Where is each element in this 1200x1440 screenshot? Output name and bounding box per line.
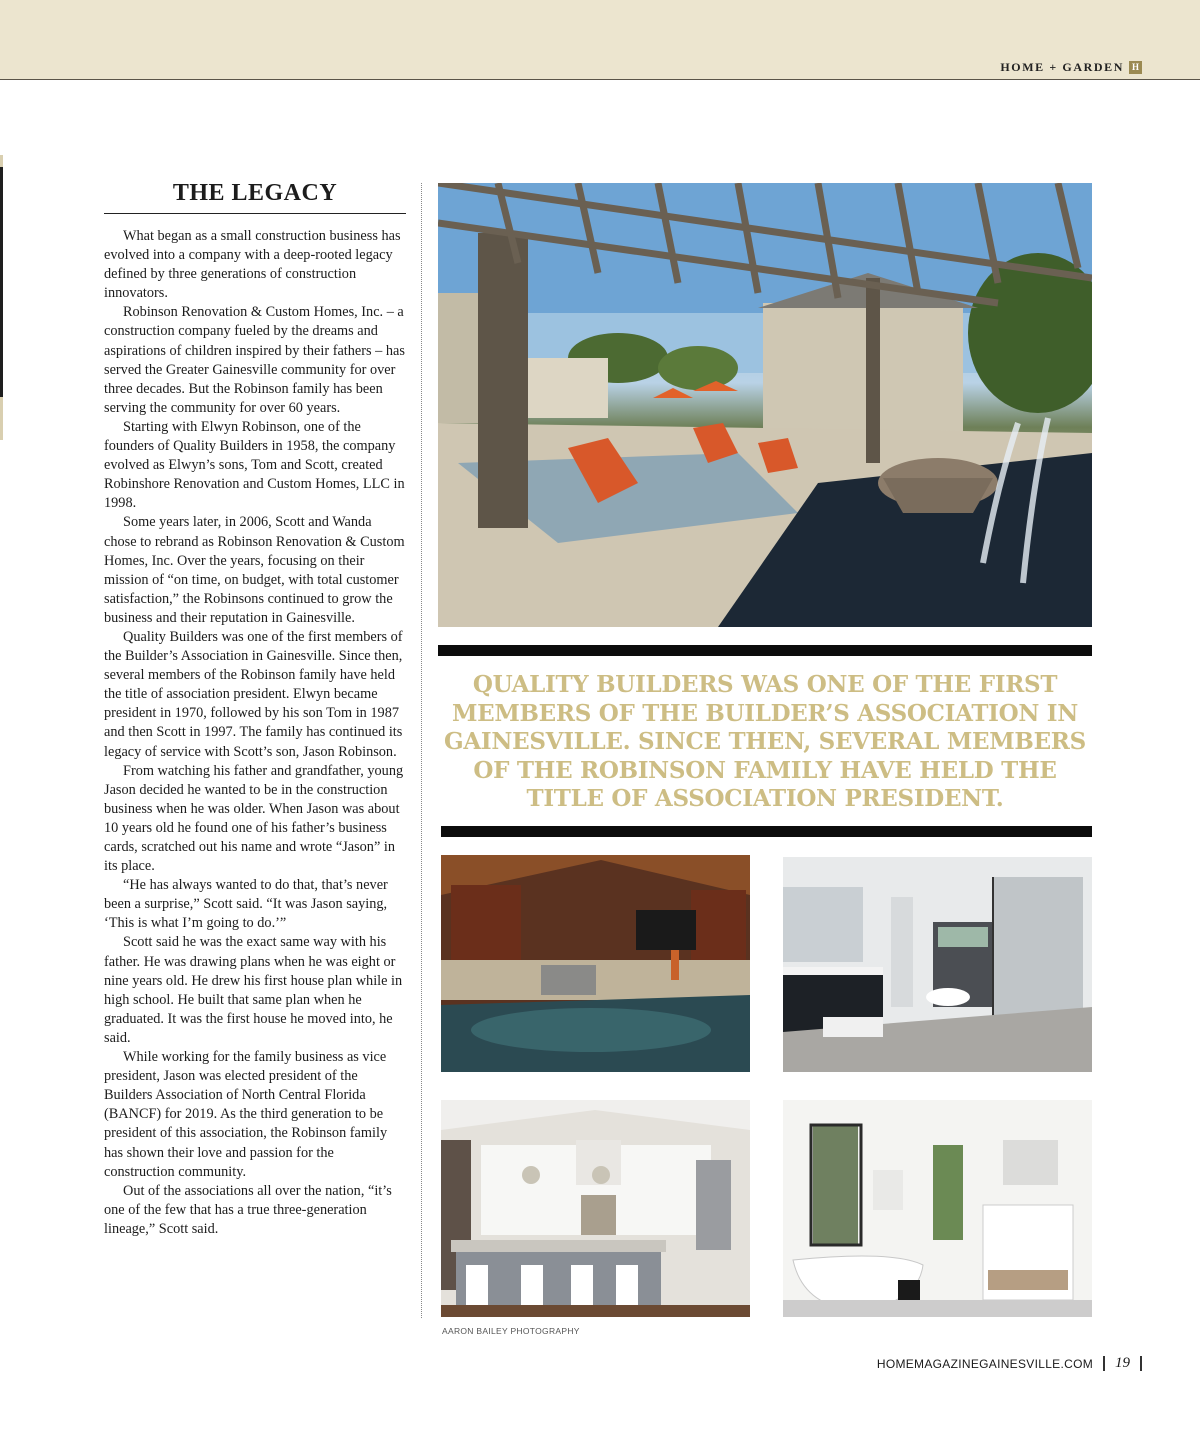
outdoor-kitchen-photo (441, 855, 750, 1072)
article-title: THE LEGACY (104, 180, 406, 214)
page-footer (877, 1355, 1142, 1372)
article-paragraph: What began as a small construction business has evolved into a company with a deep-rooted legacy defined by three generations of construction innovators. (104, 228, 401, 302)
article-paragraph: Robinson Renovation & Custom Homes, Inc. – a construction company fueled by the dreams and aspirations of children inspired by their fathers – has served the Greater Gainesville community for over three decades. But the Robinson family has been serving the community for over 60 years. (104, 304, 405, 416)
footer-separator (1103, 1356, 1105, 1371)
section-label (1000, 60, 1142, 75)
website-link[interactable]: HOMEMAGAZINEGAINESVILLE.COM (876, 1356, 1093, 1371)
section-name: HOME + GARDEN (1000, 60, 1124, 74)
article-paragraph: From watching his father and grandfather, young Jason decided he wanted to be in the construction business when he was older. When Jason was about 10 years old he found one of his father’s business cards, scratched out his name and wrote “Jason” in its place. (104, 762, 404, 875)
column-divider (421, 183, 422, 1318)
article-paragraph: Some years later, in 2006, Scott and Wanda chose to rebrand as Robinson Renovation & Custom Homes, Inc. Over the years, focusing on their mission of “on time, on budget, with total customer satisfaction,” the Robinsons continued to grow the business and their reputation in Gainesville. (104, 514, 405, 626)
article-paragraph: Scott said he was the exact same way with his father. He was drawing plans when he was eight or nine years old. He drew his first house plan while in high school. He built that same plan when he graduated. It was the first house he moved into, he said. (104, 934, 403, 1046)
article-paragraph: Quality Builders was one of the first members of the Builder’s Association in Gainesville. Since then, several members of the Robinson family have held the title of association president. Elwyn became president in 1970, followed by his son Tom in 1987 and then Scott in 1997. The family has continued its legacy of service with Scott’s son, Jason Robinson. (104, 628, 403, 760)
pull-quote: QUALITY BUILDERS WAS ONE OF THE FIRST MEMBERS OF THE BUILDER’S ASSOCIATION IN GAINESVILLE. SINCE THEN, SEVERAL MEMBERS OF THE ROBINSON FAMILY HAVE HELD THE TITLE OF ASSOCIATION PRESIDENT. (444, 671, 1086, 812)
page-number: 19 (1115, 1355, 1130, 1371)
quote-top-rule (438, 645, 1092, 656)
article-column (104, 180, 406, 1239)
footer-separator (1140, 1356, 1142, 1371)
article-paragraph: While working for the family business as vice president, Jason was elected president of the Builders Association of North Central Florida (BANCF) for 2019. As the third generation to be president of this association, the Robinson family has shown their love and passion for the construction community. (104, 1049, 388, 1180)
master-bath-photo (783, 857, 1092, 1072)
article-paragraph: “He has always wanted to do that, that’s never been a surprise,” Scott said. “It was Jason saying, ‘This is what I’m going to do.’” (104, 877, 388, 932)
article-paragraph: Starting with Elwyn Robinson, one of the founders of Quality Builders in 1958, the company evolved as Elwyn’s sons, Tom and Scott, created Robinshore Renovation and Custom Homes, LLC in 1998. (104, 418, 405, 512)
article-paragraph: Out of the associations all over the nation, “it’s one of the few that has a true three-generation lineage,” Scott said. (104, 1182, 392, 1237)
white-kitchen-photo (441, 1100, 750, 1317)
clawfoot-bath-photo (783, 1100, 1092, 1317)
h-logo-icon: H (1129, 61, 1142, 74)
photo-credit: AARON BAILEY PHOTOGRAPHY (442, 1326, 580, 1336)
spine-marker (0, 155, 3, 440)
patio-photo (438, 183, 1092, 627)
article-body (104, 227, 406, 1239)
quote-bottom-rule (441, 826, 1092, 837)
